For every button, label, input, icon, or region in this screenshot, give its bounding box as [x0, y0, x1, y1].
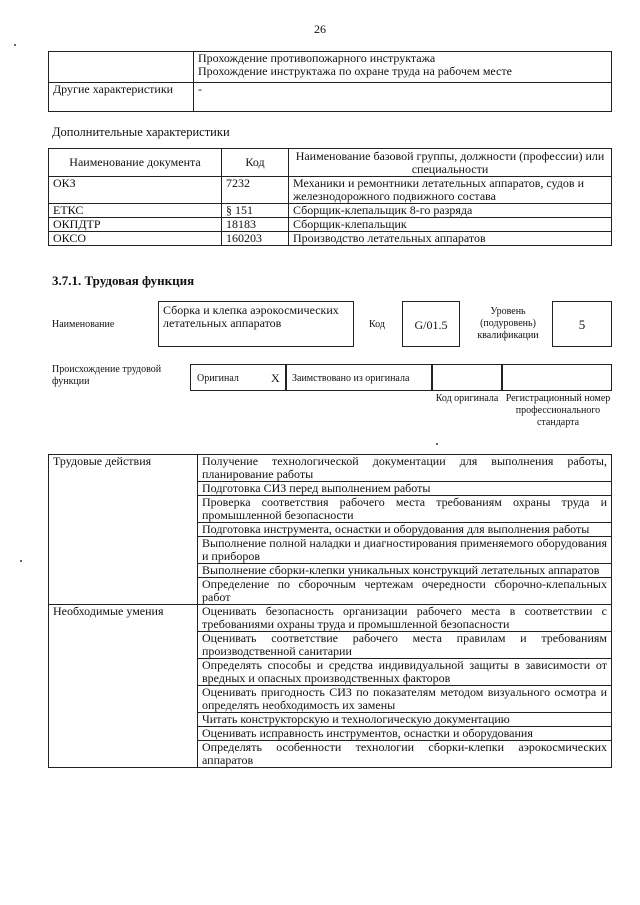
skill-cell: Оценивать соответствие рабочего места правилам и требованиям производственной санитарии — [198, 632, 612, 659]
origin-code-caption: Код оригинала — [435, 393, 499, 404]
doc-cell: ОКЗ — [49, 177, 222, 204]
header-name: Наименование базовой группы, должности (профессии) или специальности — [289, 149, 612, 177]
level-value: 5 — [578, 317, 586, 332]
borrowed-box — [286, 364, 432, 391]
table-row — [49, 83, 612, 112]
empty-cell — [49, 52, 194, 83]
skill-cell: Оценивать безопасность организации рабочего места в соответствии с требованиями охраны труда и промышленной безопасности — [198, 605, 612, 632]
table-row — [49, 218, 612, 232]
borrowed-label: Заимствовано из оригинала — [292, 373, 410, 384]
level-label: Уровень (подуровень) квалификации — [477, 306, 539, 341]
top-characteristics-table — [48, 51, 612, 112]
other-characteristics-value: - — [194, 83, 612, 112]
table-row — [49, 455, 612, 482]
origin-label: Происхождение трудовой функции — [52, 364, 162, 387]
instruction-cell — [194, 52, 612, 83]
instruction-line: Прохождение инструктажа по охране труда на рабочем месте — [198, 64, 512, 78]
table-header-row — [49, 149, 612, 177]
other-characteristics-label: Другие характеристики — [49, 83, 194, 112]
name-cell: Сборщик-клепальщик 8-го разряда — [289, 204, 612, 218]
function-name-box — [158, 301, 354, 347]
reg-number-caption: Регистрационный номер профессионального стандарта — [505, 393, 611, 428]
doc-cell: ОКПДТР — [49, 218, 222, 232]
actions-label: Трудовые действия — [49, 455, 198, 605]
action-cell: Определение по сборочным чертежам очередности сборочно-клепальных работ — [198, 578, 612, 605]
header-code: Код — [222, 149, 289, 177]
reg-number-box — [502, 364, 612, 391]
action-cell: Выполнение сборки-клепки уникальных конструкций летательных аппаратов — [198, 564, 612, 578]
scan-speck — [436, 443, 438, 445]
additional-characteristics-table — [48, 148, 612, 246]
labor-functions-table — [48, 454, 612, 768]
table-row — [49, 177, 612, 204]
action-cell: Получение технологической документации для выполнения работы, планирование работы — [198, 455, 612, 482]
action-cell: Подготовка СИЗ перед выполнением работы — [198, 482, 612, 496]
header-doc: Наименование документа — [49, 149, 222, 177]
action-cell: Подготовка инструмента, оснастки и оборудования для выполнения работы — [198, 523, 612, 537]
original-mark: X — [271, 371, 280, 385]
skill-cell: Определять особенности технологии сборки-клепки аэрокосмических аппаратов — [198, 741, 612, 768]
instruction-line: Прохождение противопожарного инструктажа — [198, 51, 436, 65]
name-label: Наименование — [52, 319, 115, 330]
doc-cell: ЕТКС — [49, 204, 222, 218]
doc-cell: ОКСО — [49, 232, 222, 246]
skill-cell: Оценивать исправность инструментов, оснастки и оборудования — [198, 727, 612, 741]
function-title: 3.7.1. Трудовая функция — [52, 273, 195, 288]
skill-cell: Определять способы и средства индивидуальной защиты в зависимости от вредных и опасных производственных факторов — [198, 659, 612, 686]
table-row — [49, 52, 612, 83]
table-row — [49, 605, 612, 632]
skill-cell: Оценивать пригодность СИЗ по показателям методом визуального осмотра и определять необходимость их замены — [198, 686, 612, 713]
code-cell: 18183 — [222, 218, 289, 232]
name-cell: Сборщик-клепальщик — [289, 218, 612, 232]
table-row — [49, 232, 612, 246]
skills-label: Необходимые умения — [49, 605, 198, 768]
name-cell: Производство летательных аппаратов — [289, 232, 612, 246]
code-cell: 160203 — [222, 232, 289, 246]
origin-code-box — [432, 364, 502, 391]
original-label: Оригинал — [197, 373, 239, 384]
additional-characteristics-caption: Дополнительные характеристики — [52, 125, 230, 139]
name-cell: Механики и ремонтники летательных аппаратов, судов и железнодорожного подвижного состава — [289, 177, 612, 204]
original-box — [190, 364, 286, 391]
scan-speck — [14, 44, 16, 46]
function-name-value: Сборка и клепка аэрокосмических летательных аппаратов — [163, 303, 339, 330]
skill-cell: Читать конструкторскую и технологическую документацию — [198, 713, 612, 727]
level-box — [552, 301, 612, 347]
code-cell: § 151 — [222, 204, 289, 218]
action-cell: Проверка соответствия рабочего места требованиям охраны труда и промышленной безопасности — [198, 496, 612, 523]
action-cell: Выполнение полной наладки и диагностирования применяемого оборудования и приборов — [198, 537, 612, 564]
table-row — [49, 204, 612, 218]
page-number: 26 — [314, 22, 326, 36]
scan-speck — [20, 560, 22, 562]
function-code-value: G/01.5 — [414, 318, 448, 332]
function-code-box — [402, 301, 460, 347]
code-cell: 7232 — [222, 177, 289, 204]
code-label: Код — [369, 319, 385, 330]
